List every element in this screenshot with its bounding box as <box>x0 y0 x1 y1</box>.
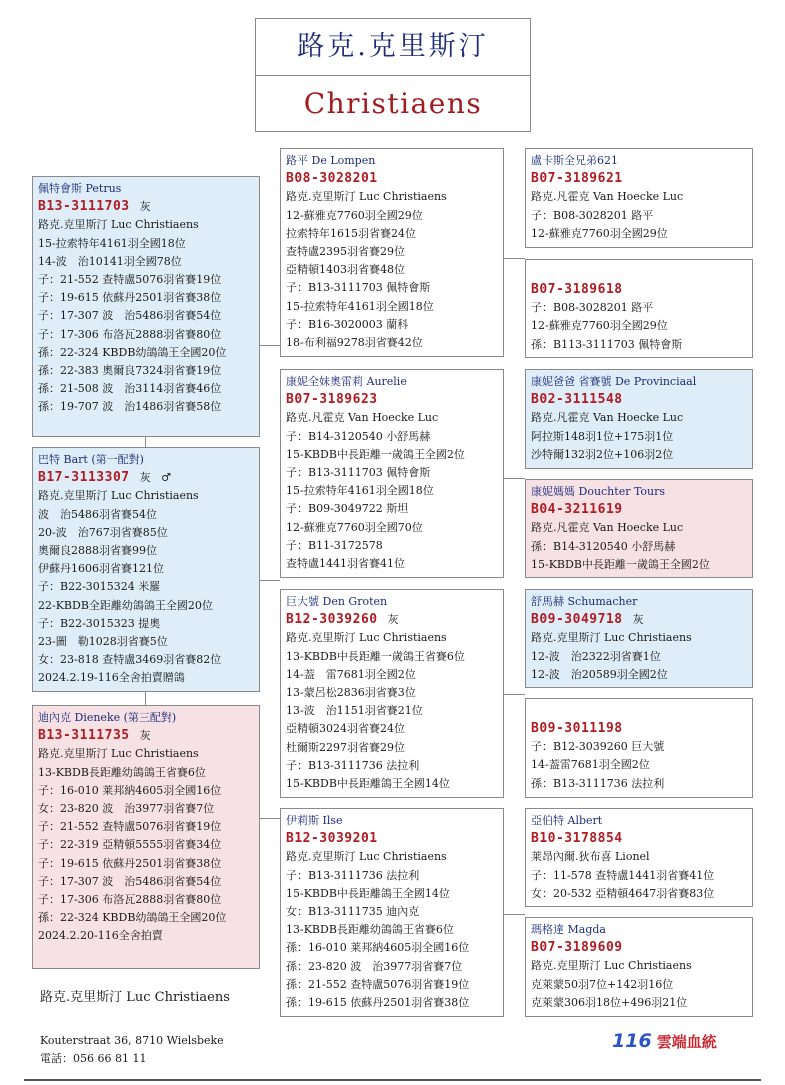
info-line: 子：11-578 查特盧1441羽省賽41位 <box>531 868 715 882</box>
info-line: 子：21-552 查特盧5076羽省賽19位 <box>38 820 222 834</box>
info-line: 孫：21-552 查特盧5076羽省賽19位 <box>286 977 470 991</box>
info-line: 2024.2.20-116全舍拍賣 <box>38 929 163 943</box>
info-line: 阿拉斯148羽1位+175羽1位 <box>531 429 674 443</box>
color-label: 灰 <box>387 613 400 627</box>
info-line: 孫：22-324 KBDB幼鴿鴿王全國20位 <box>38 911 227 925</box>
card-title: 伊莉斯 Ilse <box>286 814 343 827</box>
ring-number: B12-3039260 灰 <box>286 612 400 628</box>
ring-number: B07-3189621 <box>531 171 623 187</box>
info-line: 子：17-306 布洛瓦2888羽省賽80位 <box>38 327 222 341</box>
info-line: 子：B08-3028201 路平 <box>531 301 654 315</box>
footer-owner: 路克.克里斯汀 Luc Christiaens <box>40 990 230 1005</box>
connector-line <box>260 345 280 346</box>
info-line: 子：B16-3020003 蘭科 <box>286 317 409 331</box>
info-line: 13-波 治1151羽省賽21位 <box>286 704 423 718</box>
info-line: 15-KBDB中長距離一歲鴿王全國2位 <box>286 447 465 461</box>
info-line: 女：23-820 波 治3977羽省賽7位 <box>38 802 215 816</box>
info-line: 路克.克里斯汀 Luc Christiaens <box>286 631 447 645</box>
info-line: 查特盧2395羽省賽29位 <box>286 245 405 259</box>
color-label: 灰 <box>632 613 645 627</box>
mate1-grandsire-dam-card <box>525 698 753 798</box>
connector-line <box>504 914 525 915</box>
info-line: 孫：B14-3120540 小舒馬赫 <box>531 539 676 553</box>
info-line: 波 治5486羽省賽54位 <box>38 507 157 521</box>
info-line: 路克.凡霍克 Van Hoecke Luc <box>531 411 684 425</box>
ring-number: B08-3028201 <box>286 171 378 187</box>
info-line: 子：B22-3015323 提奧 <box>38 616 161 630</box>
info-line: 12-蘇雅克7760羽全國29位 <box>531 319 668 333</box>
connector-line <box>260 580 280 581</box>
info-line: 子：22-319 亞精頓5555羽省賽34位 <box>38 838 222 852</box>
ring-number: B17-3113307 灰 ♂ <box>38 470 172 486</box>
info-line: 15-KBDB中長距離鴿王全國14位 <box>286 777 450 791</box>
info-line: 子：B09-3049722 斯坦 <box>286 502 409 516</box>
info-line: 子：B13-3111703 佩特會斯 <box>286 466 431 480</box>
connector-line <box>504 694 525 695</box>
info-line: 路克.克里斯汀 Luc Christiaens <box>38 218 199 232</box>
ring-number: B07-3189623 <box>286 392 378 408</box>
info-line: 子：B14-3120540 小舒馬赫 <box>286 429 431 443</box>
footer-phone: 電話：056 66 81 11 <box>40 1052 147 1065</box>
info-line: 12-蘇雅克7760羽全國29位 <box>286 208 423 222</box>
info-line: 子：19-615 依蘇丹2501羽省賽38位 <box>38 291 222 305</box>
granddam-sire-card <box>525 369 753 469</box>
card-title: 巴特 Bart (第一配對) <box>38 453 144 466</box>
connector-line <box>504 478 525 479</box>
info-line: 亞精頓3024羽省賽24位 <box>286 722 405 736</box>
card-title: 亞伯特 Albert <box>531 814 603 827</box>
info-line: 路克.克里斯汀 Luc Christiaens <box>286 850 447 864</box>
info-line: 13-KBDB長距離幼鴿鴿王省賽6位 <box>38 765 206 779</box>
mate1-sire-card <box>280 589 504 798</box>
subject-card <box>32 176 260 437</box>
info-line: 女：23-818 查特盧3469羽省賽82位 <box>38 653 222 667</box>
owner-name-english: Christiaens <box>303 87 483 120</box>
info-line: 路克.克里斯汀 Luc Christiaens <box>531 631 692 645</box>
mate1-dam-card <box>280 808 504 1017</box>
card-title: 舒馬赫 Schumacher <box>531 595 638 608</box>
info-line: 孫：23-820 波 治3977羽省賽7位 <box>286 959 463 973</box>
info-line: 孫：19-707 波 治1486羽省賽58位 <box>38 400 222 414</box>
connector-line <box>145 692 146 705</box>
info-line: 拉索特年1615羽省賽24位 <box>286 226 416 240</box>
mate1-granddam-sire-card <box>525 808 753 907</box>
info-line: 子：17-306 布洛瓦2888羽省賽80位 <box>38 893 222 907</box>
mate1-grandsire-sire-card <box>525 589 753 688</box>
info-line: 12-波 治2322羽省賽1位 <box>531 649 661 663</box>
info-line: 子：B08-3028201 路平 <box>531 208 654 222</box>
owner-name-chinese: 路克.克里斯汀 <box>256 19 530 76</box>
info-line: 奧爾良2888羽省賽99位 <box>38 544 157 558</box>
info-line: 15-KBDB中長距離一歲鴿王全國2位 <box>531 557 710 571</box>
info-line: 孫：22-383 奧爾良7324羽省賽19位 <box>38 364 222 378</box>
ring-number: B13-3111735 灰 <box>38 728 152 744</box>
info-line: 莱昂內爾.狄布喜 Lionel <box>531 850 650 864</box>
info-line: 13-蒙呂松2836羽省賽3位 <box>286 686 416 700</box>
card-title: 瑪格達 Magda <box>531 923 606 936</box>
info-line: 子：B13-3111736 法拉利 <box>286 758 420 772</box>
card-title: 盧卡斯全兄弟621 <box>531 154 618 167</box>
info-line: 13-KBDB中長距離一歲鴿王省賽6位 <box>286 649 465 663</box>
mate3-card <box>32 705 260 969</box>
info-line: 12-波 治20589羽全國2位 <box>531 667 668 681</box>
sire-card <box>280 148 504 357</box>
info-line: 14-葢 雷7681羽全國2位 <box>286 667 416 681</box>
card-title: 佩特會斯 Petrus <box>38 182 122 195</box>
bottom-divider <box>24 1079 761 1081</box>
info-line: 18-布利福9278羽省賽42位 <box>286 336 423 350</box>
info-line: 15-KBDB中長距離鴿王全國14位 <box>286 886 450 900</box>
info-line: 子：B13-3111703 佩特會斯 <box>286 281 431 295</box>
grandsire-sire-card <box>525 148 753 248</box>
info-line: 杜爾斯2297羽省賽29位 <box>286 740 405 754</box>
info-line: 15-拉索特年4161羽全國18位 <box>38 236 186 250</box>
info-line: 20-波 治767羽省賽85位 <box>38 525 168 539</box>
info-line: 路克.克里斯汀 Luc Christiaens <box>38 489 199 503</box>
mate1-card <box>32 447 260 692</box>
info-line: 路克.克里斯汀 Luc Christiaens <box>38 747 199 761</box>
info-line: 孫：B113-3111703 佩特會斯 <box>531 337 683 351</box>
info-line: 子：B12-3039260 巨大號 <box>531 740 665 754</box>
ring-number: B10-3178854 <box>531 831 623 847</box>
info-line: 克萊蒙50羽7位+142羽16位 <box>531 977 674 991</box>
ring-number: B07-3189618 <box>531 282 623 297</box>
mate1-granddam-dam-card <box>525 917 753 1017</box>
info-line: 孫：19-615 依蘇丹2501羽省賽38位 <box>286 996 470 1010</box>
info-line: 伊蘇丹1606羽省賽121位 <box>38 562 164 576</box>
info-line: 15-拉索特年4161羽全國18位 <box>286 484 434 498</box>
color-label: 灰 <box>139 200 152 214</box>
info-line: 子：21-552 查特盧5076羽省賽19位 <box>38 273 222 287</box>
info-line: 子：B13-3111736 法拉利 <box>286 868 420 882</box>
color-label: 灰 <box>139 729 152 743</box>
ring-number: B13-3111703 灰 <box>38 199 152 215</box>
pedigree-header <box>255 18 531 132</box>
info-line: 路克.克里斯汀 Luc Christiaens <box>531 959 692 973</box>
ring-number: B09-3049718 灰 <box>531 612 645 628</box>
info-line: 孫：16-010 莱邦納4605羽全國16位 <box>286 941 470 955</box>
info-line: 女：20-532 亞精頓4647羽省賽83位 <box>531 886 715 900</box>
info-line: 沙特爾132羽2位+106羽2位 <box>531 447 674 461</box>
info-line: 子：16-010 莱邦納4605羽全國16位 <box>38 783 222 797</box>
info-line: 12-蘇雅克7760羽全國70位 <box>286 520 423 534</box>
info-line: 路克.凡霍克 Van Hoecke Luc <box>531 521 684 535</box>
info-line: 14-波 治10141羽全國78位 <box>38 254 182 268</box>
ring-number: B04-3211619 <box>531 502 623 518</box>
card-title: 康妮媽媽 Douchter Tours <box>531 485 666 498</box>
card-title: 路平 De Lompen <box>286 154 376 167</box>
info-line: 22-KBDB全距離幼鴿鴿王全國20位 <box>38 598 213 612</box>
info-line: 孫：B13-3111736 法拉利 <box>531 776 665 790</box>
connector-line <box>145 437 146 447</box>
brand-logo <box>612 1030 722 1056</box>
info-line: 23-圖 勒1028羽省賽5位 <box>38 635 168 649</box>
card-title: 康妮全妹奧雷莉 Aurelie <box>286 375 407 388</box>
info-line: 孫：21-508 波 治3114羽省賽46位 <box>38 382 222 396</box>
card-title: 迪內克 Dieneke (第三配對) <box>38 711 177 724</box>
info-line: 子：B11-3172578 <box>286 538 383 552</box>
ring-number: B09-3011198 <box>531 721 623 736</box>
granddam-dam-card <box>525 479 753 578</box>
logo-number: 116 <box>612 1030 652 1052</box>
info-line: 路克.凡霍克 Van Hoecke Luc <box>286 411 439 425</box>
info-line: 13-KBDB長距離幼鴿鴿王省賽6位 <box>286 923 454 937</box>
info-line: 2024.2.19-116全舍拍賣贈鴿 <box>38 671 185 685</box>
connector-line <box>260 818 280 819</box>
grandsire-dam-card <box>525 259 753 358</box>
ring-number: B07-3189609 <box>531 940 623 956</box>
footer-contact <box>40 1032 224 1068</box>
info-line: 子：19-615 依蘇丹2501羽省賽38位 <box>38 856 222 870</box>
dam-card <box>280 369 504 578</box>
info-line: 14-葢雷7681羽全國2位 <box>531 758 650 772</box>
info-line: 12-蘇雅克7760羽全國29位 <box>531 226 668 240</box>
logo-text: 雲端血統 <box>656 1033 717 1051</box>
footer-address: Kouterstraat 36, 8710 Wielsbeke <box>40 1034 224 1047</box>
info-line: 子：B22-3015324 米羅 <box>38 580 161 594</box>
info-line: 路克.克里斯汀 Luc Christiaens <box>286 190 447 204</box>
ring-number: B12-3039201 <box>286 831 378 847</box>
info-line: 孫：22-324 KBDB幼鴿鴿王全國20位 <box>38 345 227 359</box>
card-title: 巨大號 Den Groten <box>286 595 388 608</box>
color-label: 灰 <box>139 471 152 485</box>
info-line: 查特盧1441羽省賽41位 <box>286 557 405 571</box>
info-line: 亞精頓1403羽省賽48位 <box>286 263 405 277</box>
male-sex-icon: ♂ <box>161 471 172 485</box>
connector-line <box>504 258 525 259</box>
info-line: 子：17-307 波 治5486羽省賽54位 <box>38 874 222 888</box>
info-line: 克萊蒙306羽18位+496羽21位 <box>531 995 688 1009</box>
card-title: 康妮爸爸 省賽號 De Provinciaal <box>531 375 697 388</box>
info-line: 子：17-307 波 治5486羽省賽54位 <box>38 309 222 323</box>
info-line: 15-拉索特年4161羽全國18位 <box>286 299 434 313</box>
info-line: 女：B13-3111735 迪內克 <box>286 905 420 919</box>
info-line: 路克.凡霍克 Van Hoecke Luc <box>531 190 684 204</box>
ring-number: B02-3111548 <box>531 392 623 408</box>
